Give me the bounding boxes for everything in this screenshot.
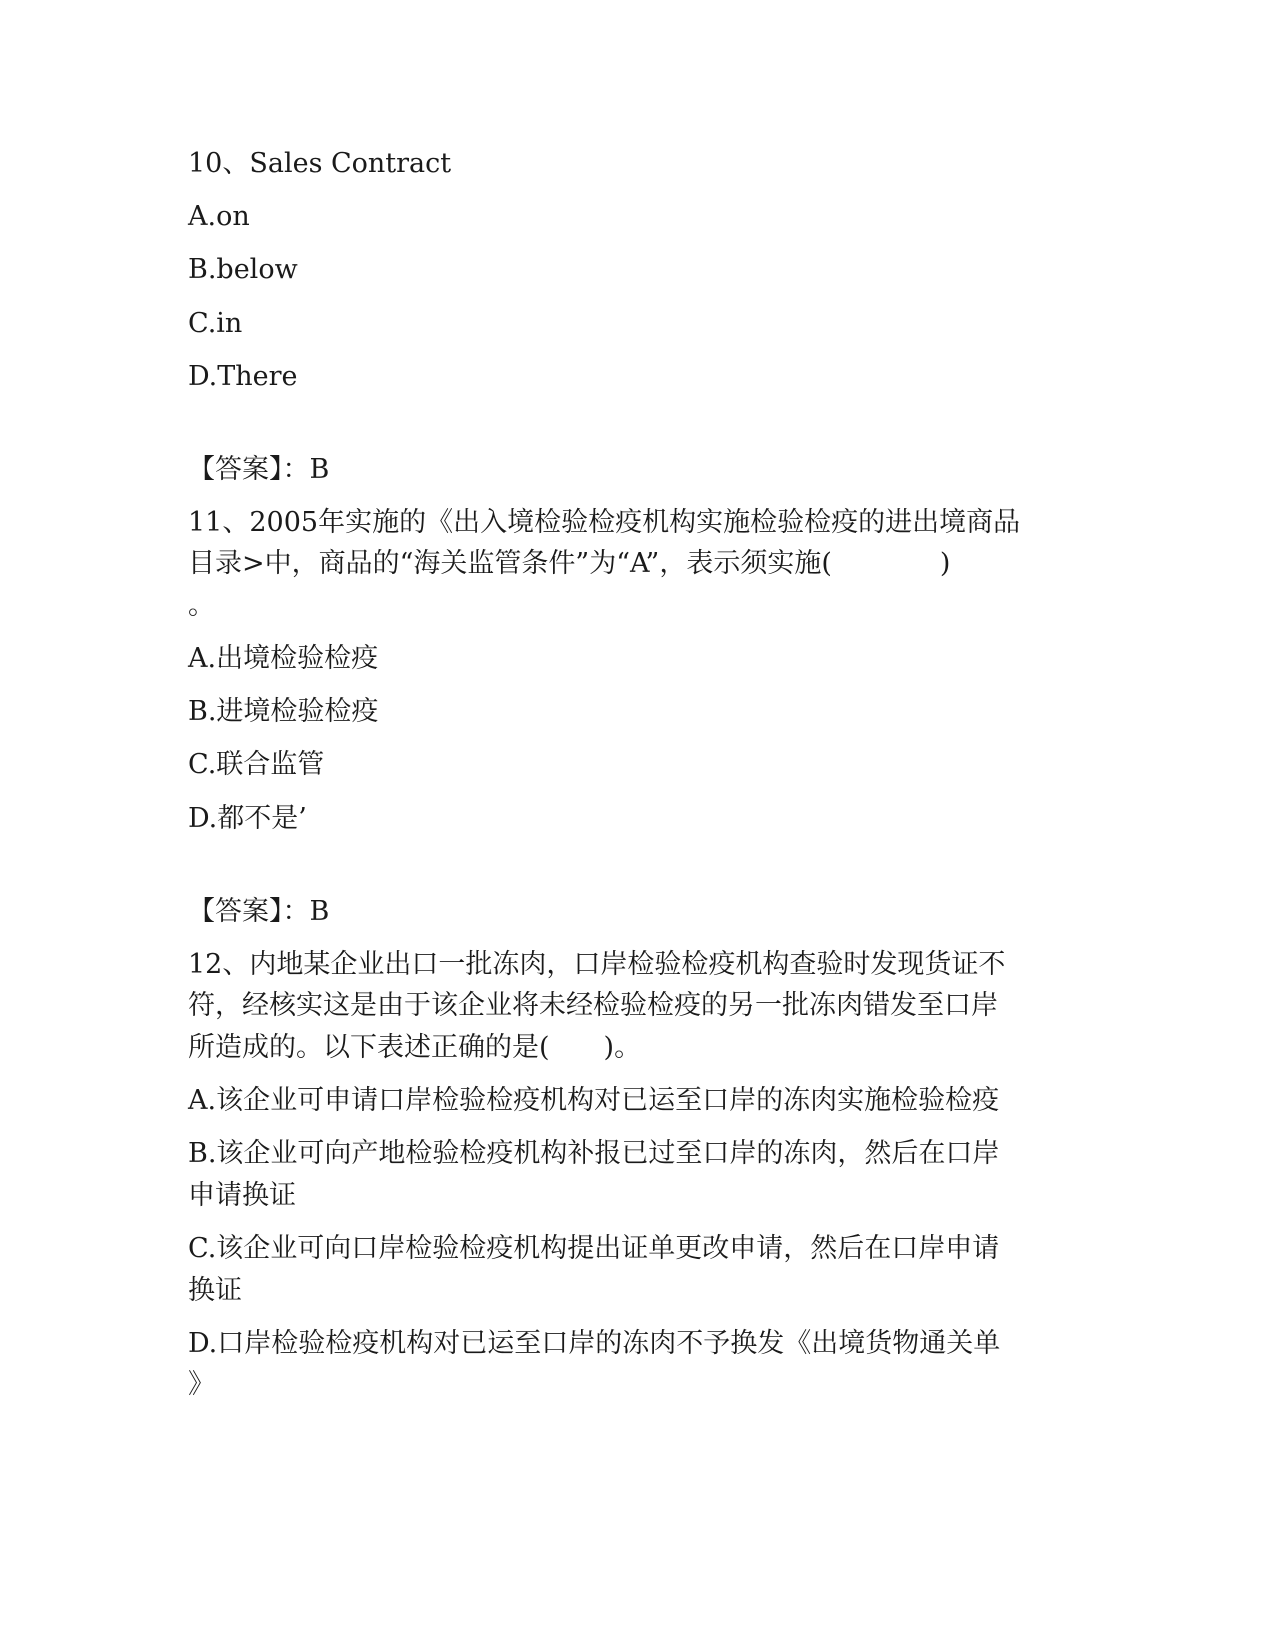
- question-11-option-b: B.进境检验检疫: [188, 696, 379, 727]
- question-11-stem-line-1: 11、2005年实施的《出入境检验检疫机构实施检验检疫的进出境商品: [188, 507, 1021, 538]
- question-11-option-c: C.联合监管: [188, 749, 325, 780]
- question-10-option-d: D.There: [188, 361, 298, 392]
- question-12-option-d-line-1: D.口岸检验检疫机构对已运至口岸的冻肉不予换发《出境货物通关单: [188, 1328, 1001, 1359]
- question-10-option-c: C.in: [188, 308, 243, 339]
- question-10-option-a: A.on: [188, 201, 250, 232]
- question-12-option-d-line-2: 》: [188, 1369, 215, 1400]
- question-10-option-b: B.below: [188, 254, 298, 285]
- question-12-option-c-line-2: 换证: [188, 1275, 242, 1306]
- question-11-option-d: D.都不是’: [188, 803, 307, 834]
- question-12-option-b-line-2: 申请换证: [188, 1180, 296, 1211]
- question-11-stem-line-2: 目录>中，商品的“海关监管条件”为“A”，表示须实施( ): [188, 548, 951, 579]
- question-12-option-b-line-1: B.该企业可向产地检验检疫机构补报已过至口岸的冻肉，然后在口岸: [188, 1138, 1000, 1169]
- question-12-option-c-line-1: C.该企业可向口岸检验检疫机构提出证单更改申请，然后在口岸申请: [188, 1233, 1000, 1264]
- question-10-stem: 10、Sales Contract: [188, 148, 452, 179]
- question-12-option-a: A.该企业可申请口岸检验检疫机构对已运至口岸的冻肉实施检验检疫: [188, 1085, 1000, 1116]
- question-11-answer: 【答案】：B: [188, 896, 330, 927]
- question-12-stem-line-2: 符，经核实这是由于该企业将未经检验检疫的另一批冻肉错发至口岸: [188, 990, 998, 1021]
- document-page: [188, 0, 1088, 1650]
- question-12-stem-line-3: 所造成的。以下表述正确的是( )。: [188, 1032, 642, 1063]
- question-10-answer: 【答案】：B: [188, 454, 330, 485]
- question-12-stem-line-1: 12、内地某企业出口一批冻肉，口岸检验检疫机构查验时发现货证不: [188, 949, 1006, 980]
- question-11-option-a: A.出境检验检疫: [188, 643, 379, 674]
- question-11-stem-line-3: 。: [188, 590, 215, 621]
